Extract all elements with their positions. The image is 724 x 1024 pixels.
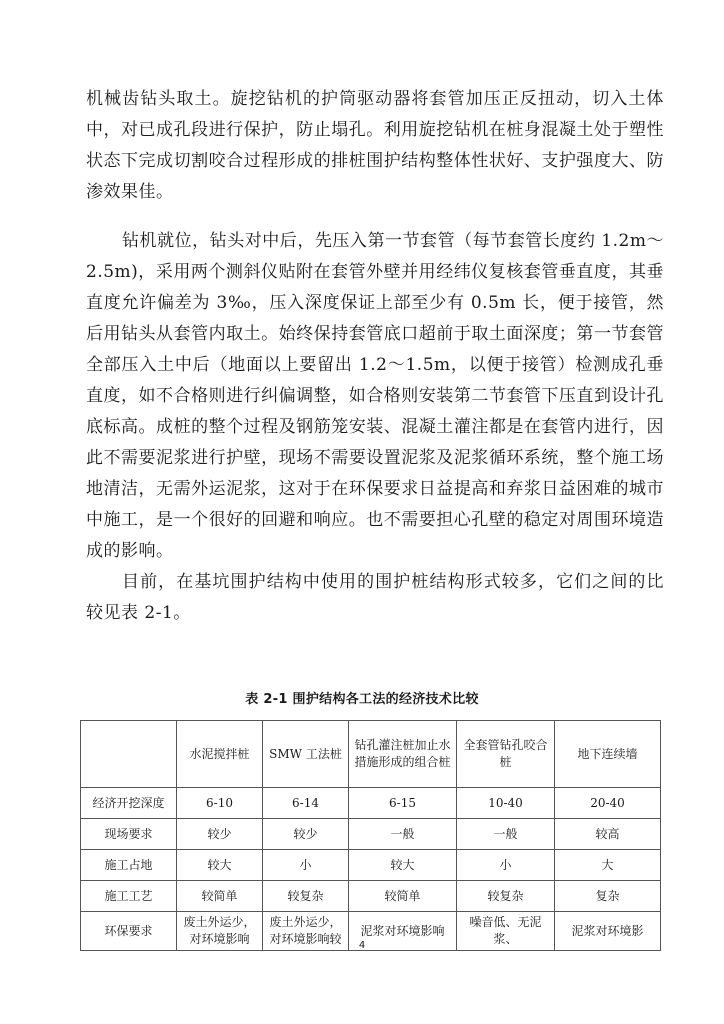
row-label: 施工占地	[81, 850, 177, 881]
table-cell: 一般	[457, 819, 555, 850]
table-cell: 较简单	[349, 881, 457, 912]
table-cell: 小	[263, 850, 349, 881]
table-title: 表 2-1 围护结构各工法的经济技术比较	[245, 692, 479, 707]
table-cell: 废土外运少，对环境影响较	[263, 912, 349, 951]
header-cell: 全套管钻孔咬合桩	[457, 721, 555, 788]
header-cell: 地下连续墙	[555, 721, 661, 788]
table-cell: 泥浆对环境影	[555, 912, 661, 951]
table-cell: 较复杂	[263, 881, 349, 912]
table-cell: 6-15	[349, 788, 457, 819]
table-cell: 6-14	[263, 788, 349, 819]
paragraph-1: 机械齿钻头取土。旋挖钻机的护筒驱动器将套管加压正反扭动，切入土体中，对已成孔段进行保护，防止塌孔。利用旋挖钻机在桩身混凝土处于塑性状态下完成切割咬合过程形成的排桩围护结构整体性状好、支护强度大、防渗效果佳。	[86, 89, 664, 202]
table-cell: 复杂	[555, 881, 661, 912]
table-cell: 大	[555, 850, 661, 881]
table-cell: 废土外运少，对环境影响	[177, 912, 263, 951]
paragraph-3: 目前，在基坑围护结构中使用的围护桩结构形式较多，它们之间的比较见表 2-1。	[86, 572, 664, 623]
table-row	[81, 788, 661, 819]
table-cell: 泥浆对环境影响	[349, 912, 457, 951]
table-cell: 较大	[349, 850, 457, 881]
table-cell: 小	[457, 850, 555, 881]
row-label: 经济开挖深度	[81, 788, 177, 819]
table-cell: 噪音低、无泥浆、	[457, 912, 555, 951]
table-cell: 较大	[177, 850, 263, 881]
table-row	[81, 850, 661, 881]
table-header-row	[81, 721, 661, 788]
header-cell: 水泥搅拌桩	[177, 721, 263, 788]
table-cell: 较少	[177, 819, 263, 850]
page-number: 4	[358, 940, 366, 951]
row-label: 现场要求	[81, 819, 177, 850]
comparison-table	[80, 720, 661, 951]
header-cell	[81, 721, 177, 788]
header-cell: 钻孔灌注桩加止水措施形成的组合桩	[349, 721, 457, 788]
table-row	[81, 881, 661, 912]
row-label: 环保要求	[81, 912, 177, 951]
row-label: 施工工艺	[81, 881, 177, 912]
table-cell: 较少	[263, 819, 349, 850]
table-row	[81, 819, 661, 850]
table-cell: 10-40	[457, 788, 555, 819]
table-cell: 较简单	[177, 881, 263, 912]
table-cell: 20-40	[555, 788, 661, 819]
header-cell: SMW 工法桩	[263, 721, 349, 788]
table-cell: 一般	[349, 819, 457, 850]
table-cell: 6-10	[177, 788, 263, 819]
table-cell: 较高	[555, 819, 661, 850]
paragraph-2: 钻机就位，钻头对中后，先压入第一节套管（每节套管长度约 1.2m～2.5m)，采用两个测斜仪贴附在套管外壁并用经纬仪复核套管垂直度，其垂直度允许偏差为 3‰，压入深度保证上部至少有 0.5m 长，便于接管，然后用钻头从套管内取土。始终保持套管底口超前于取土面深度；第一节套管全部压入土中后（地面以上要留出 1.2～1.5m，以便于接管）检测成孔垂直度，如不合格则进行纠偏调整，如合格则安装第二节套管下压直到设计孔底标高。成桩的整个过程及钢筋笼安装、混凝土灌注都是在套管内进行，因此不需要泥浆进行护壁，现场不需要设置泥浆及泥浆循环系统，整个施工场地清洁，无需外运泥浆，这对于在环保要求日益提高和弃浆日益困难的城市中施工，是一个很好的回避和响应。也不需要担心孔壁的稳定对周围环境造成的影响。	[86, 231, 664, 561]
table-cell: 较复杂	[457, 881, 555, 912]
